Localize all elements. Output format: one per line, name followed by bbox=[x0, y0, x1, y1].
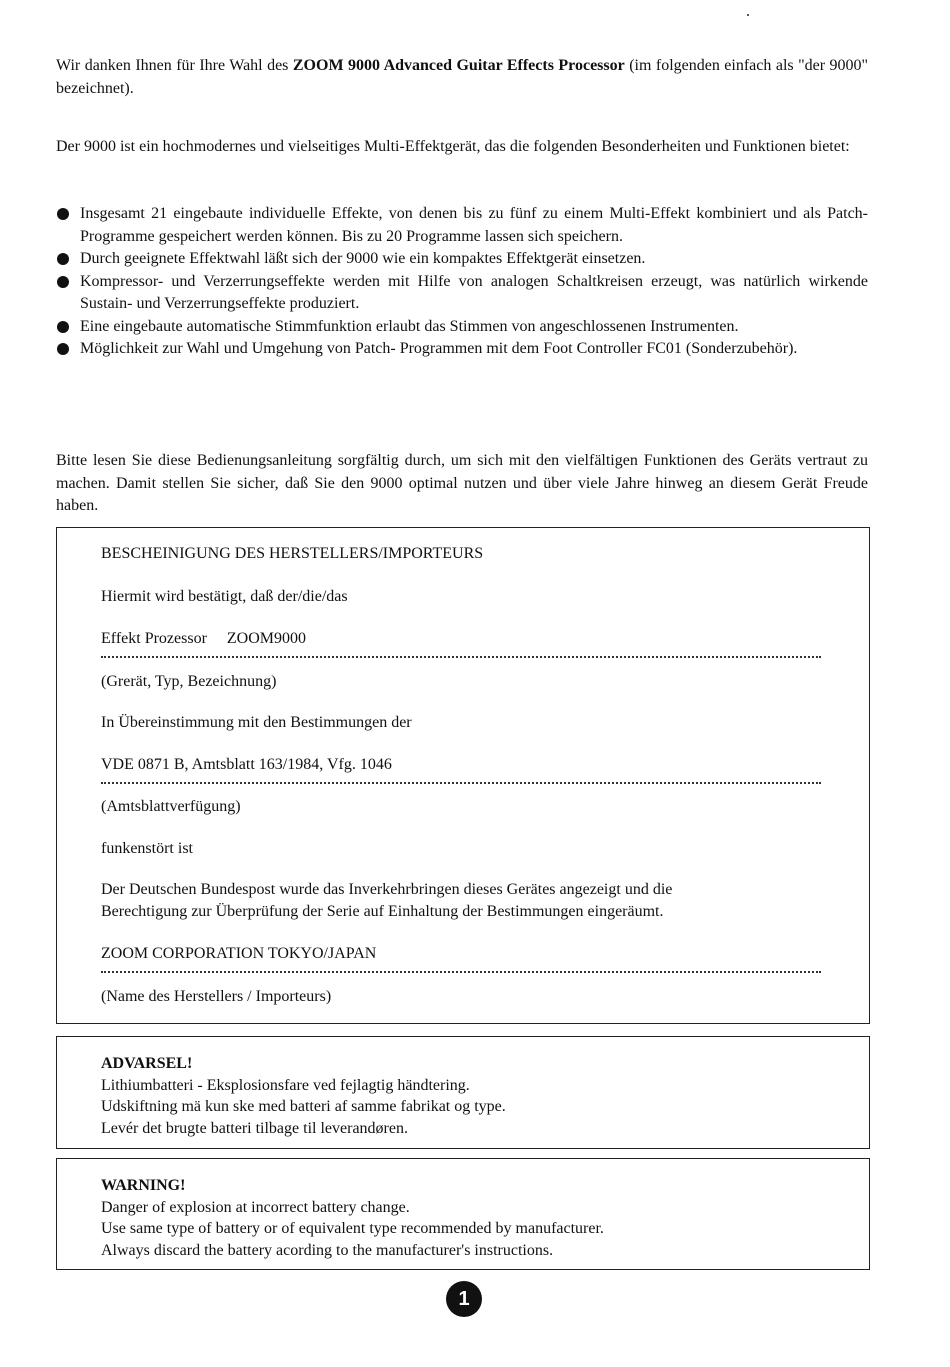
feature-item bbox=[56, 316, 868, 339]
english-warning-content bbox=[101, 1175, 604, 1261]
feature-item bbox=[56, 271, 868, 316]
danish-warning-line: Lithiumbatteri - Eksplosionsfare ved fejlagtig händtering. bbox=[101, 1076, 470, 1094]
bundespost-text-line1: Der Deutschen Bundespost wurde das Inverkehrbringen dieses Gerätes angezeigt und die bbox=[101, 881, 673, 898]
closing-paragraph: Bitte lesen Sie diese Bedienungsanleitung sorgfältig durch, um sich mit den vielfältigen Funktionen des Geräts vertraut zu machen. Damit stellen Sie sicher, daß Sie den 9000 optimal nutzen und über viele Jahre hinweg an diesem Gerät Freude haben. bbox=[56, 452, 868, 514]
danish-warning-box bbox=[56, 1036, 870, 1149]
bullet-icon bbox=[57, 343, 69, 355]
product-name: ZOOM 9000 Advanced Guitar Effects Processor bbox=[292, 57, 625, 74]
dotted-rule bbox=[101, 782, 821, 784]
feature-item bbox=[56, 338, 868, 361]
intro-paragraph bbox=[56, 55, 868, 100]
description-paragraph: Der 9000 ist ein hochmodernes und vielseitiges Multi-Effektgerät, das die folgenden Besonderheiten und Funktionen bietet: bbox=[56, 138, 850, 155]
bullet-icon bbox=[57, 208, 69, 220]
feature-text: Eine eingebaute automatische Stimmfunktion erlaubt das Stimmen von angeschlossenen Instrumenten. bbox=[80, 317, 739, 335]
device-model: ZOOM9000 bbox=[226, 630, 307, 647]
danish-warning-line: Levér det brugte batteri tilbage til leverandøren. bbox=[101, 1119, 408, 1137]
certificate-title: BESCHEINIGUNG DES HERSTELLERS/IMPORTEURS bbox=[101, 545, 484, 562]
device-line bbox=[101, 629, 306, 649]
english-warning-line: Danger of explosion at incorrect battery change. bbox=[101, 1198, 410, 1216]
regulation-caption: (Amtsblattverfügung) bbox=[101, 798, 241, 815]
feature-item bbox=[56, 248, 868, 271]
intro-text: Wir danken Ihnen für Ihre Wahl des bbox=[56, 57, 293, 74]
dotted-rule bbox=[101, 971, 821, 973]
manufacturer-certificate-box bbox=[56, 527, 870, 1024]
english-warning-title: WARNING! bbox=[101, 1177, 186, 1194]
device-caption: (Grerät, Typ, Bezeichnung) bbox=[101, 673, 277, 690]
interference-statement: funkenstört ist bbox=[101, 840, 193, 857]
scan-speck bbox=[747, 14, 749, 16]
device-label: Effekt Prozessor bbox=[101, 630, 207, 647]
manufacturer-name: ZOOM CORPORATION TOKYO/JAPAN bbox=[101, 945, 377, 962]
intro-text-end: (im folgenden einfach als "der 9000" bezeichnet). bbox=[56, 57, 869, 97]
compliance-statement: In Übereinstimmung mit den Bestimmungen der bbox=[101, 714, 412, 731]
bundespost-text-line2: Berechtigung zur Überprüfung der Serie auf Einhaltung der Bestimmungen eingeräumt. bbox=[101, 903, 664, 920]
english-warning-line: Always discard the battery acording to the manufacturer's instructions. bbox=[101, 1241, 554, 1259]
english-warning-line: Use same type of battery or of equivalent type recommended by manufacturer. bbox=[101, 1220, 604, 1237]
feature-text: Insgesamt 21 eingebaute individuelle Effekte, von denen bis zu fünf zu einem Multi-Effekt kombiniert und als Patch-Programme gespeichert werden können. Bis zu 20 Programme lassen sich speichern. bbox=[80, 205, 868, 245]
dotted-rule bbox=[101, 656, 821, 658]
bullet-icon bbox=[57, 253, 69, 265]
feature-item bbox=[56, 203, 868, 248]
regulation-reference: VDE 0871 B, Amtsblatt 163/1984, Vfg. 1046 bbox=[101, 756, 392, 773]
danish-warning-title: ADVARSEL! bbox=[101, 1055, 193, 1072]
feature-text: Kompressor- und Verzerrungseffekte werden mit Hilfe von analogen Schaltkreisen erzeugt, was natürlich wirkende Sustain- und Verzerrungseffekte produziert. bbox=[80, 272, 868, 312]
feature-list bbox=[56, 203, 868, 361]
english-warning-box bbox=[56, 1158, 870, 1270]
bullet-icon bbox=[57, 276, 69, 288]
feature-text: Durch geeignete Effektwahl läßt sich der 9000 wie ein kompaktes Effektgerät einsetzen. bbox=[80, 250, 646, 267]
feature-text: Möglichkeit zur Wahl und Umgehung von Patch- Programmen mit dem Foot Controller FC01 (Sonderzubehör). bbox=[80, 340, 798, 357]
bullet-icon bbox=[57, 321, 69, 333]
certificate-statement: Hiermit wird bestätigt, daß der/die/das bbox=[101, 588, 348, 605]
danish-warning-line: Udskiftning mä kun ske med batteri af samme fabrikat og type. bbox=[101, 1098, 506, 1115]
manufacturer-caption: (Name des Herstellers / Importeurs) bbox=[101, 988, 332, 1005]
danish-warning-content bbox=[101, 1053, 506, 1139]
page-number: 1 bbox=[446, 1281, 482, 1317]
